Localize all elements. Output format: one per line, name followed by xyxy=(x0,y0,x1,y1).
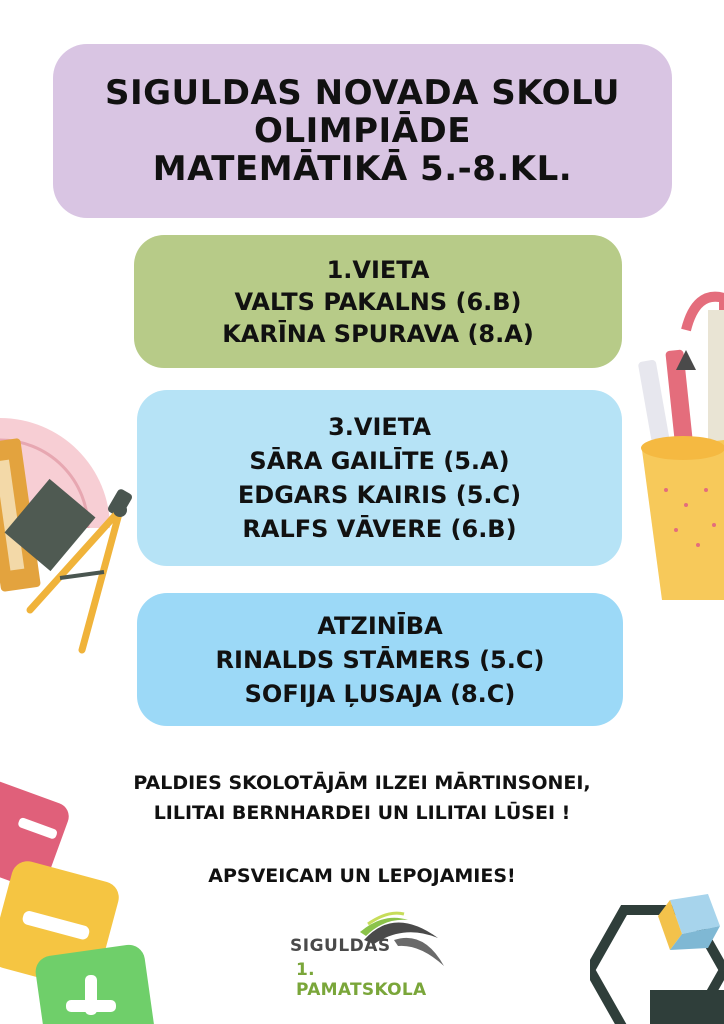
congrats-text: APSVEICAM UN LEPOJAMIES! xyxy=(208,865,516,887)
thanks-line-2: LILITAI BERNHARDEI UN LILITAI LŪSEI ! xyxy=(153,802,571,824)
recognition-name: SOFIJA ĻUSAJA (8.C) xyxy=(244,679,516,708)
first-place-name: VALTS PAKALNS (6.B) xyxy=(234,287,522,316)
first-place-card xyxy=(134,235,622,368)
title-line-1: SIGULDAS NOVADA SKOLU xyxy=(104,73,621,113)
third-place-heading: 3.VIETA xyxy=(328,413,431,441)
title-banner xyxy=(53,44,672,218)
first-place-heading: 1.VIETA xyxy=(326,255,430,284)
logo-line-2: 1. PAMATSKOLA xyxy=(296,960,427,1000)
logo-line-1: SIGULDAS xyxy=(290,936,391,956)
school-logo xyxy=(290,910,450,1000)
recognition-name: RINALDS STĀMERS (5.C) xyxy=(215,645,545,674)
third-place-name: RALFS VĀVERE (6.B) xyxy=(242,515,517,543)
math-symbols-icon xyxy=(0,780,170,1024)
compass-icon xyxy=(20,480,160,660)
third-place-card xyxy=(137,390,622,566)
thanks-line-1: PALDIES SKOLOTĀJĀM ILZEI MĀRTINSONEI, xyxy=(133,772,591,794)
third-place-name: SĀRA GAILĪTE (5.A) xyxy=(249,447,510,475)
cube-hexagon-icon xyxy=(590,890,724,1024)
recognition-heading: ATZINĪBA xyxy=(317,611,443,640)
recognition-card xyxy=(137,593,623,726)
first-place-name: KARĪNA SPURAVA (8.A) xyxy=(222,319,534,348)
third-place-name: EDGARS KAIRIS (5.C) xyxy=(237,481,522,509)
title-line-2: OLIMPIĀDE xyxy=(254,111,471,151)
title-line-3: MATEMĀTIKĀ 5.-8.KL. xyxy=(152,149,573,189)
pencil-cup-icon xyxy=(636,290,724,610)
